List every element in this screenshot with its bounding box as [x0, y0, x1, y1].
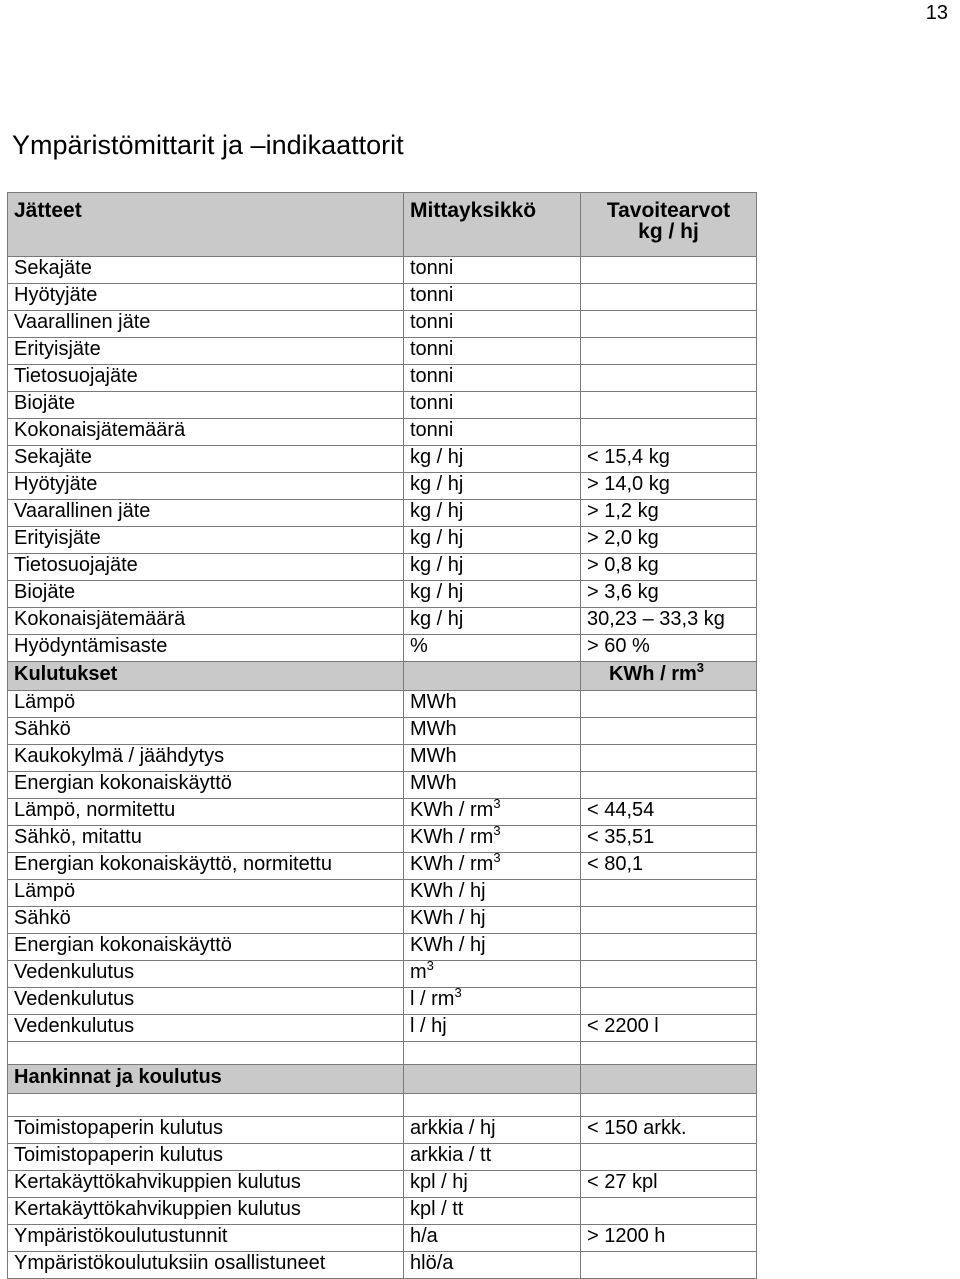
- unit-text: tonni: [410, 284, 454, 306]
- target-cell: [581, 1252, 757, 1279]
- target-cell: [581, 718, 757, 745]
- item-name-cell: [8, 1198, 404, 1225]
- unit-superscript: 3: [493, 798, 501, 811]
- unit-text: l / rm: [410, 988, 455, 1010]
- item-name-cell: [8, 284, 404, 311]
- unit-cell: [404, 581, 581, 608]
- unit-text: tonni: [410, 338, 454, 360]
- empty-cell: [8, 1042, 404, 1065]
- header-target-text: Tavoitearvot kg / hj: [606, 199, 731, 243]
- target-cell: [581, 1015, 757, 1042]
- section-label: [8, 1065, 404, 1094]
- item-name-cell: [8, 257, 404, 284]
- item-name-cell-text: Sähkö: [14, 718, 71, 740]
- unit-text: MWh: [410, 718, 457, 740]
- consumption-row: [8, 799, 757, 826]
- waste-row: [8, 635, 757, 662]
- page-title: Ympäristömittarit ja –indikaattorit: [12, 130, 404, 160]
- waste-row: [8, 365, 757, 392]
- procurement-section-header: [8, 1065, 757, 1094]
- target-cell: [581, 338, 757, 365]
- target-cell-text: < 27 kpl: [587, 1171, 658, 1193]
- section-label: [8, 662, 404, 691]
- empty-cell: [581, 1065, 757, 1094]
- item-name-cell: [8, 635, 404, 662]
- item-name-cell: [8, 934, 404, 961]
- item-name-cell: [8, 907, 404, 934]
- item-name-cell: [8, 554, 404, 581]
- unit-cell: [404, 853, 581, 880]
- unit-text: kpl / tt: [410, 1198, 464, 1220]
- item-name-cell: [8, 718, 404, 745]
- item-name-cell-text: Sähkö, mitattu: [14, 826, 142, 848]
- item-name-cell-text: Hyödyntämisaste: [14, 635, 168, 657]
- spacer-row: [8, 1094, 757, 1117]
- section-unit: [581, 662, 757, 691]
- item-name-cell: [8, 853, 404, 880]
- item-name-cell: [8, 1225, 404, 1252]
- unit-text: KWh / rm: [410, 853, 494, 875]
- target-cell: [581, 311, 757, 338]
- empty-cell: [581, 1042, 757, 1065]
- unit-cell: [404, 934, 581, 961]
- item-name-cell-text: Energian kokonaiskäyttö: [14, 772, 232, 794]
- target-cell: [581, 853, 757, 880]
- item-name-cell: [8, 527, 404, 554]
- unit-text: MWh: [410, 772, 457, 794]
- unit-cell: [404, 1015, 581, 1042]
- item-name-cell: [8, 880, 404, 907]
- unit-cell: [404, 961, 581, 988]
- unit-text: kg / hj: [410, 446, 464, 468]
- target-cell-text: > 3,6 kg: [587, 581, 659, 603]
- unit-cell: [404, 608, 581, 635]
- unit-text: h/a: [410, 1225, 438, 1247]
- item-name-cell-text: Vaarallinen jäte: [14, 311, 151, 333]
- consumption-row: [8, 1015, 757, 1042]
- unit-cell: [404, 1171, 581, 1198]
- item-name-cell-text: Lämpö: [14, 880, 76, 902]
- item-name-cell-text: Toimistopaperin kulutus: [14, 1117, 223, 1139]
- waste-row: [8, 311, 757, 338]
- target-cell: [581, 419, 757, 446]
- unit-cell: [404, 718, 581, 745]
- item-name-cell-text: Vaarallinen jäte: [14, 500, 151, 522]
- unit-text: kg / hj: [410, 581, 464, 603]
- item-name-cell-text: Hyötyjäte: [14, 284, 98, 306]
- empty-cell: [404, 1065, 581, 1094]
- consumption-row: [8, 772, 757, 799]
- consumption-row: [8, 718, 757, 745]
- item-name-cell: [8, 799, 404, 826]
- item-name-cell: [8, 1117, 404, 1144]
- target-cell: [581, 581, 757, 608]
- item-name-cell: [8, 961, 404, 988]
- target-cell: [581, 284, 757, 311]
- target-cell-text: > 14,0 kg: [587, 473, 670, 495]
- target-cell: [581, 1225, 757, 1252]
- procurement-row: [8, 1144, 757, 1171]
- target-cell: [581, 934, 757, 961]
- unit-cell: [404, 338, 581, 365]
- procurement-row: [8, 1198, 757, 1225]
- unit-superscript: 3: [493, 852, 501, 865]
- target-cell-text: < 35,51: [587, 826, 655, 848]
- consumption-row: [8, 934, 757, 961]
- item-name-cell-text: Lämpö, normitettu: [14, 799, 176, 821]
- target-cell: [581, 365, 757, 392]
- target-cell-text: < 15,4 kg: [587, 446, 670, 468]
- item-name-cell: [8, 772, 404, 799]
- unit-superscript: 3: [493, 825, 501, 838]
- item-name-cell: [8, 1252, 404, 1279]
- waste-row: [8, 284, 757, 311]
- item-name-cell-text: Kokonaisjätemäärä: [14, 608, 186, 630]
- target-cell-text: 30,23 – 33,3 kg: [587, 608, 725, 630]
- procurement-row: [8, 1225, 757, 1252]
- item-name-cell-text: Hyötyjäte: [14, 473, 98, 495]
- unit-cell: [404, 527, 581, 554]
- unit-cell: [404, 907, 581, 934]
- unit-cell: [404, 500, 581, 527]
- consumption-row: [8, 745, 757, 772]
- unit-text: KWh / rm: [410, 826, 494, 848]
- section-label-text: Kulutukset: [14, 663, 118, 685]
- unit-cell: [404, 284, 581, 311]
- target-cell: [581, 500, 757, 527]
- target-cell: [581, 527, 757, 554]
- unit-cell: [404, 772, 581, 799]
- target-cell: [581, 772, 757, 799]
- empty-cell: [404, 662, 581, 691]
- consumption-row: [8, 907, 757, 934]
- target-cell-text: > 1,2 kg: [587, 500, 659, 522]
- unit-text: kg / hj: [410, 554, 464, 576]
- unit-cell: [404, 635, 581, 662]
- unit-text: l / hj: [410, 1015, 447, 1037]
- item-name-cell-text: Vedenkulutus: [14, 1015, 135, 1037]
- target-cell: [581, 799, 757, 826]
- unit-text: m: [410, 961, 427, 983]
- unit-cell: [404, 311, 581, 338]
- consumption-row: [8, 691, 757, 718]
- unit-cell: [404, 1198, 581, 1225]
- item-name-cell: [8, 988, 404, 1015]
- unit-text: kg / hj: [410, 527, 464, 549]
- unit-text: kg / hj: [410, 473, 464, 495]
- target-cell: [581, 446, 757, 473]
- empty-cell: [8, 1094, 404, 1117]
- target-cell: [581, 473, 757, 500]
- item-name-cell-text: Kaukokylmä / jäähdytys: [14, 745, 225, 767]
- waste-row: [8, 392, 757, 419]
- item-name-cell-text: Lämpö: [14, 691, 76, 713]
- item-name-cell: [8, 826, 404, 853]
- empty-cell: [404, 1042, 581, 1065]
- section-label-text: Hankinnat ja koulutus: [14, 1066, 222, 1088]
- consumption-row: [8, 853, 757, 880]
- target-cell-text: > 1200 h: [587, 1225, 666, 1247]
- unit-text: KWh / hj: [410, 934, 486, 956]
- unit-cell: [404, 554, 581, 581]
- consumption-row: [8, 988, 757, 1015]
- unit-text: hlö/a: [410, 1252, 454, 1274]
- item-name-cell-text: Tietosuojajäte: [14, 365, 138, 387]
- target-cell: [581, 1117, 757, 1144]
- target-cell: [581, 826, 757, 853]
- item-name-cell: [8, 365, 404, 392]
- item-name-cell: [8, 581, 404, 608]
- unit-cell: [404, 1225, 581, 1252]
- consumption-row: [8, 880, 757, 907]
- item-name-cell: [8, 446, 404, 473]
- unit-text: %: [410, 635, 428, 657]
- unit-text: arkkia / tt: [410, 1144, 492, 1166]
- item-name-cell: [8, 500, 404, 527]
- item-name-cell-text: Biojäte: [14, 581, 76, 603]
- target-cell: [581, 691, 757, 718]
- header-target: [581, 193, 757, 257]
- empty-cell: [581, 1094, 757, 1117]
- unit-text: KWh / rm: [410, 799, 494, 821]
- unit-cell: [404, 799, 581, 826]
- item-name-cell: [8, 1015, 404, 1042]
- target-cell: [581, 257, 757, 284]
- waste-row: [8, 473, 757, 500]
- page-number: 13: [925, 2, 948, 24]
- unit-text: kg / hj: [410, 608, 464, 630]
- consumption-row: [8, 826, 757, 853]
- section-unit-superscript: 3: [696, 661, 704, 675]
- item-name-cell: [8, 691, 404, 718]
- target-cell-text: < 2200 l: [587, 1015, 659, 1037]
- unit-cell: [404, 1144, 581, 1171]
- unit-cell: [404, 745, 581, 772]
- item-name-cell-text: Energian kokonaiskäyttö: [14, 934, 232, 956]
- item-name-cell: [8, 338, 404, 365]
- unit-text: KWh / hj: [410, 907, 486, 929]
- item-name-cell: [8, 311, 404, 338]
- unit-text: MWh: [410, 745, 457, 767]
- item-name-cell-text: Sekajäte: [14, 446, 92, 468]
- header-waste: Jätteet: [8, 193, 404, 257]
- unit-text: KWh / hj: [410, 880, 486, 902]
- unit-cell: [404, 257, 581, 284]
- unit-superscript: 3: [426, 960, 434, 973]
- waste-row: [8, 419, 757, 446]
- unit-text: kg / hj: [410, 500, 464, 522]
- unit-cell: [404, 419, 581, 446]
- waste-row: [8, 500, 757, 527]
- unit-text: MWh: [410, 691, 457, 713]
- target-cell: [581, 392, 757, 419]
- item-name-cell-text: Kertakäyttökahvikuppien kulutus: [14, 1171, 301, 1193]
- item-name-cell-text: Energian kokonaiskäyttö, normitettu: [14, 853, 332, 875]
- waste-row: [8, 257, 757, 284]
- target-cell: [581, 1198, 757, 1225]
- waste-row: [8, 338, 757, 365]
- procurement-row: [8, 1117, 757, 1144]
- waste-row: [8, 446, 757, 473]
- unit-cell: [404, 1117, 581, 1144]
- unit-cell: [404, 473, 581, 500]
- unit-cell: [404, 446, 581, 473]
- unit-text: tonni: [410, 419, 454, 441]
- unit-cell: [404, 392, 581, 419]
- item-name-cell: [8, 392, 404, 419]
- unit-cell: [404, 365, 581, 392]
- spacer-row: [8, 1042, 757, 1065]
- unit-cell: [404, 988, 581, 1015]
- target-cell: [581, 907, 757, 934]
- unit-text: arkkia / hj: [410, 1117, 496, 1139]
- unit-text: tonni: [410, 392, 454, 414]
- procurement-row: [8, 1171, 757, 1198]
- unit-text: tonni: [410, 311, 454, 333]
- procurement-row: [8, 1252, 757, 1279]
- item-name-cell: [8, 745, 404, 772]
- item-name-cell-text: Kertakäyttökahvikuppien kulutus: [14, 1198, 301, 1220]
- empty-cell: [404, 1094, 581, 1117]
- unit-cell: [404, 1252, 581, 1279]
- header-unit: Mittayksikkö: [404, 193, 581, 257]
- item-name-cell-text: Erityisjäte: [14, 527, 101, 549]
- item-name-cell-text: Ympäristökoulutuksiin osallistuneet: [14, 1252, 326, 1274]
- item-name-cell-text: Ympäristökoulutustunnit: [14, 1225, 228, 1247]
- waste-row: [8, 581, 757, 608]
- target-cell-text: < 80,1: [587, 853, 644, 875]
- target-cell-text: < 44,54: [587, 799, 655, 821]
- target-cell-text: > 60 %: [587, 635, 650, 657]
- unit-cell: [404, 826, 581, 853]
- item-name-cell-text: Erityisjäte: [14, 338, 101, 360]
- target-cell: [581, 1144, 757, 1171]
- consumption-section-header: [8, 662, 757, 691]
- unit-cell: [404, 691, 581, 718]
- target-cell: [581, 635, 757, 662]
- item-name-cell: [8, 1144, 404, 1171]
- item-name-cell-text: Toimistopaperin kulutus: [14, 1144, 223, 1166]
- item-name-cell-text: Biojäte: [14, 392, 76, 414]
- target-cell: [581, 988, 757, 1015]
- target-cell-text: > 2,0 kg: [587, 527, 659, 549]
- item-name-cell-text: Sekajäte: [14, 257, 92, 279]
- waste-row: [8, 608, 757, 635]
- item-name-cell-text: Vedenkulutus: [14, 988, 135, 1010]
- item-name-cell-text: Sähkö: [14, 907, 71, 929]
- waste-row: [8, 527, 757, 554]
- consumption-row: [8, 961, 757, 988]
- item-name-cell-text: Kokonaisjätemäärä: [14, 419, 186, 441]
- item-name-cell: [8, 1171, 404, 1198]
- target-cell: [581, 880, 757, 907]
- environmental-indicators-table: [7, 192, 757, 1279]
- unit-text: tonni: [410, 365, 454, 387]
- item-name-cell: [8, 608, 404, 635]
- item-name-cell-text: Vedenkulutus: [14, 961, 135, 983]
- target-cell-text: < 150 arkk.: [587, 1117, 687, 1139]
- unit-text: tonni: [410, 257, 454, 279]
- target-cell: [581, 608, 757, 635]
- unit-text: kpl / hj: [410, 1171, 468, 1193]
- item-name-cell: [8, 473, 404, 500]
- item-name-cell: [8, 419, 404, 446]
- section-unit-text: KWh / rm: [608, 663, 697, 685]
- target-cell: [581, 961, 757, 988]
- waste-row: [8, 554, 757, 581]
- unit-superscript: 3: [454, 987, 462, 1000]
- target-cell: [581, 554, 757, 581]
- target-cell: [581, 1171, 757, 1198]
- target-cell-text: > 0,8 kg: [587, 554, 659, 576]
- target-cell: [581, 745, 757, 772]
- unit-cell: [404, 880, 581, 907]
- item-name-cell-text: Tietosuojajäte: [14, 554, 138, 576]
- table-header-row: [8, 193, 757, 257]
